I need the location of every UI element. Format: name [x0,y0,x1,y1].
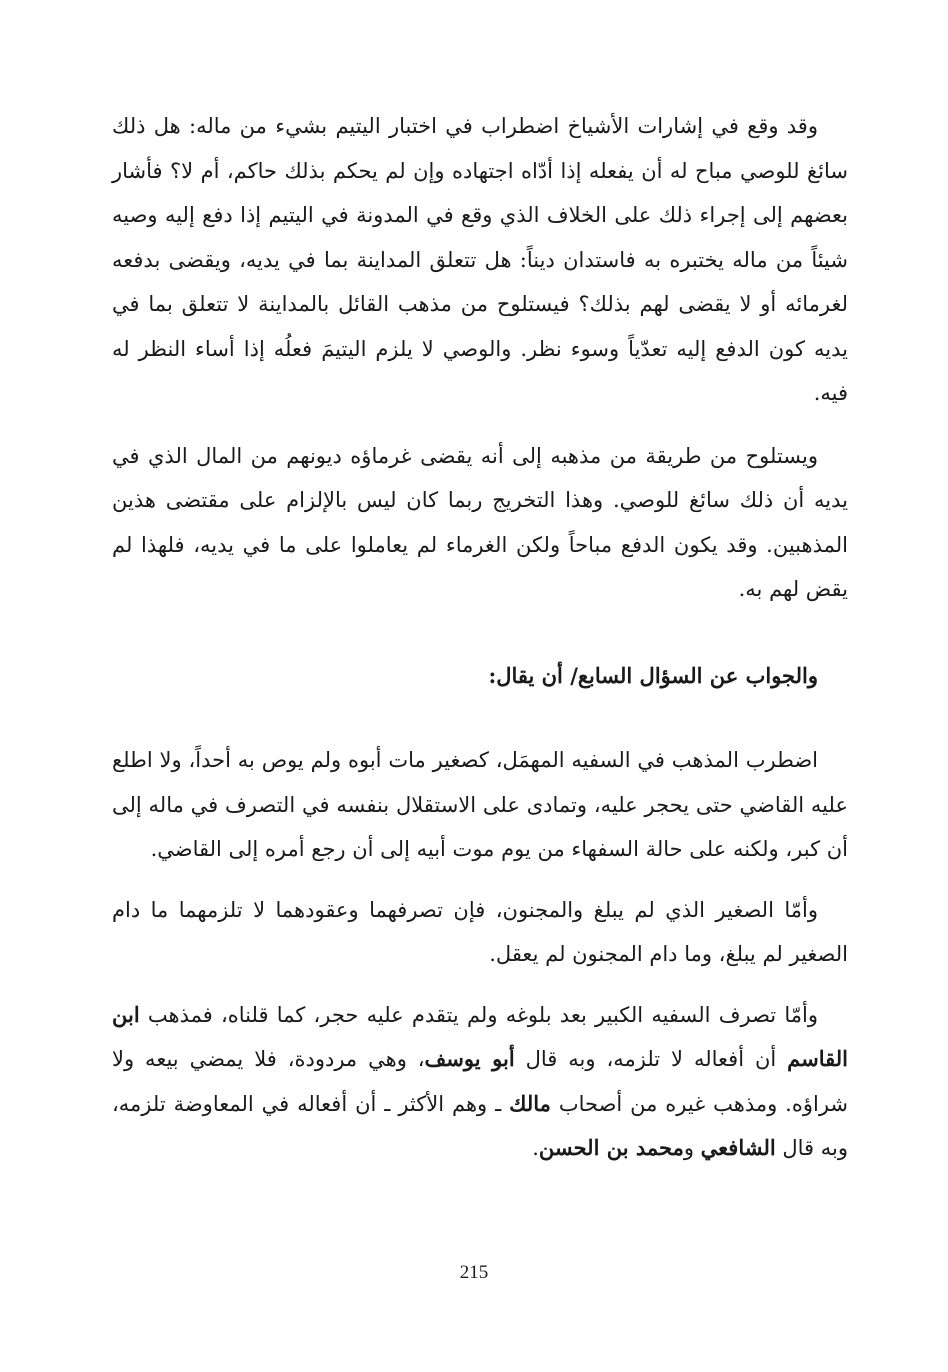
text-segment: وأمّا تصرف السفيه الكبير بعد بلوغه ولم يتقدم عليه حجر، كما قلناه، فمذهب [139,1002,818,1027]
page-number: 215 [459,1262,489,1283]
text-segment: أن أفعاله لا تلزمه، وبه قال [514,1047,788,1071]
scholar-name: ابن القاسم [112,1001,848,1071]
paragraph-neglected-fool: اضطرب المذهب في السفيه المهمَل، كصغير مات أبوه ولم يوص به أحداً، ولا اطلع عليه القاضي حتى يحجر عليه، وتمادى على الاستقلال بنفسه في التصرف في ماله إلى أن كبر، ولكنه على حالة السفهاء من يوم موت أبيه إلى أن رجع أمره إلى القاضي. [112,748,848,861]
text-segment: . [532,1136,539,1160]
scholar-name: مالك [509,1090,551,1116]
paragraph-orphan-testing: وقد وقع في إشارات الأشياخ اضطراب في اختبار اليتيم بشيء من ماله: هل ذلك سائغ للوصي مباح له أن يفعله إذا أدّاه اجتهاده وإن لم يحكم بذلك حاكم، أم لا؟ فأشار بعضهم إلى إجراء ذلك على الخلاف الذي وقع في المدونة في اليتيم إذا دفع إليه وصيه شيئاً من ماله يختبره به فاستدان ديناً: هل تتعلق المداينة بما في يديه، ويقضى بدفعه لغرمائه أو لا يقضى لهم بذلك؟ فيستلوح من مذهب القائل بالمداينة لا تتعلق بما في يديه كون الدفع إليه تعدّياً وسوء نظر. والوصي لا يلزم اليتيمَ فعلُه إذا أساء النظر له فيه. [112,114,848,405]
paragraph-minor-insane: وأمّا الصغير الذي لم يبلغ والمجنون، فإن تصرفهما وعقودهما لا تلزمهما ما دام الصغير لم يبلغ، وما دام المجنون لم يعقل. [112,897,848,966]
paragraph-creditors: ويستلوح من طريقة من مذهبه إلى أنه يقضى غرماؤه ديونهم من المال الذي في يديه أن ذلك سائغ للوصي. وهذا التخريج ربما كان ليس بالإلزام على مقتضى هذين المذهبين. وقد يكون الدفع مباحاً ولكن الغرماء لم يعاملوا على ما في يديه، فلهذا لم يقض لهم به. [112,443,848,601]
scholar-name: أبو يوسف [424,1046,515,1071]
text-segment: ، وهي مردودة، فلا يمضي بيعه ولا شراؤه. ومذهب غيره من أصحاب [112,1047,848,1116]
text-segment: ـ وهم الأكثر ـ أن أفعاله في المعاوضة تلزمه، وبه قال [112,1091,848,1160]
scholar-name: محمد بن الحسن [538,1135,684,1160]
page-body [112,104,848,1171]
paragraph-adult-fool [112,993,848,1171]
text-segment: و [683,1136,701,1160]
section-heading: والجواب عن السؤال السابع/ أن يقال: [488,662,818,688]
scholar-name: الشافعي [700,1135,776,1160]
